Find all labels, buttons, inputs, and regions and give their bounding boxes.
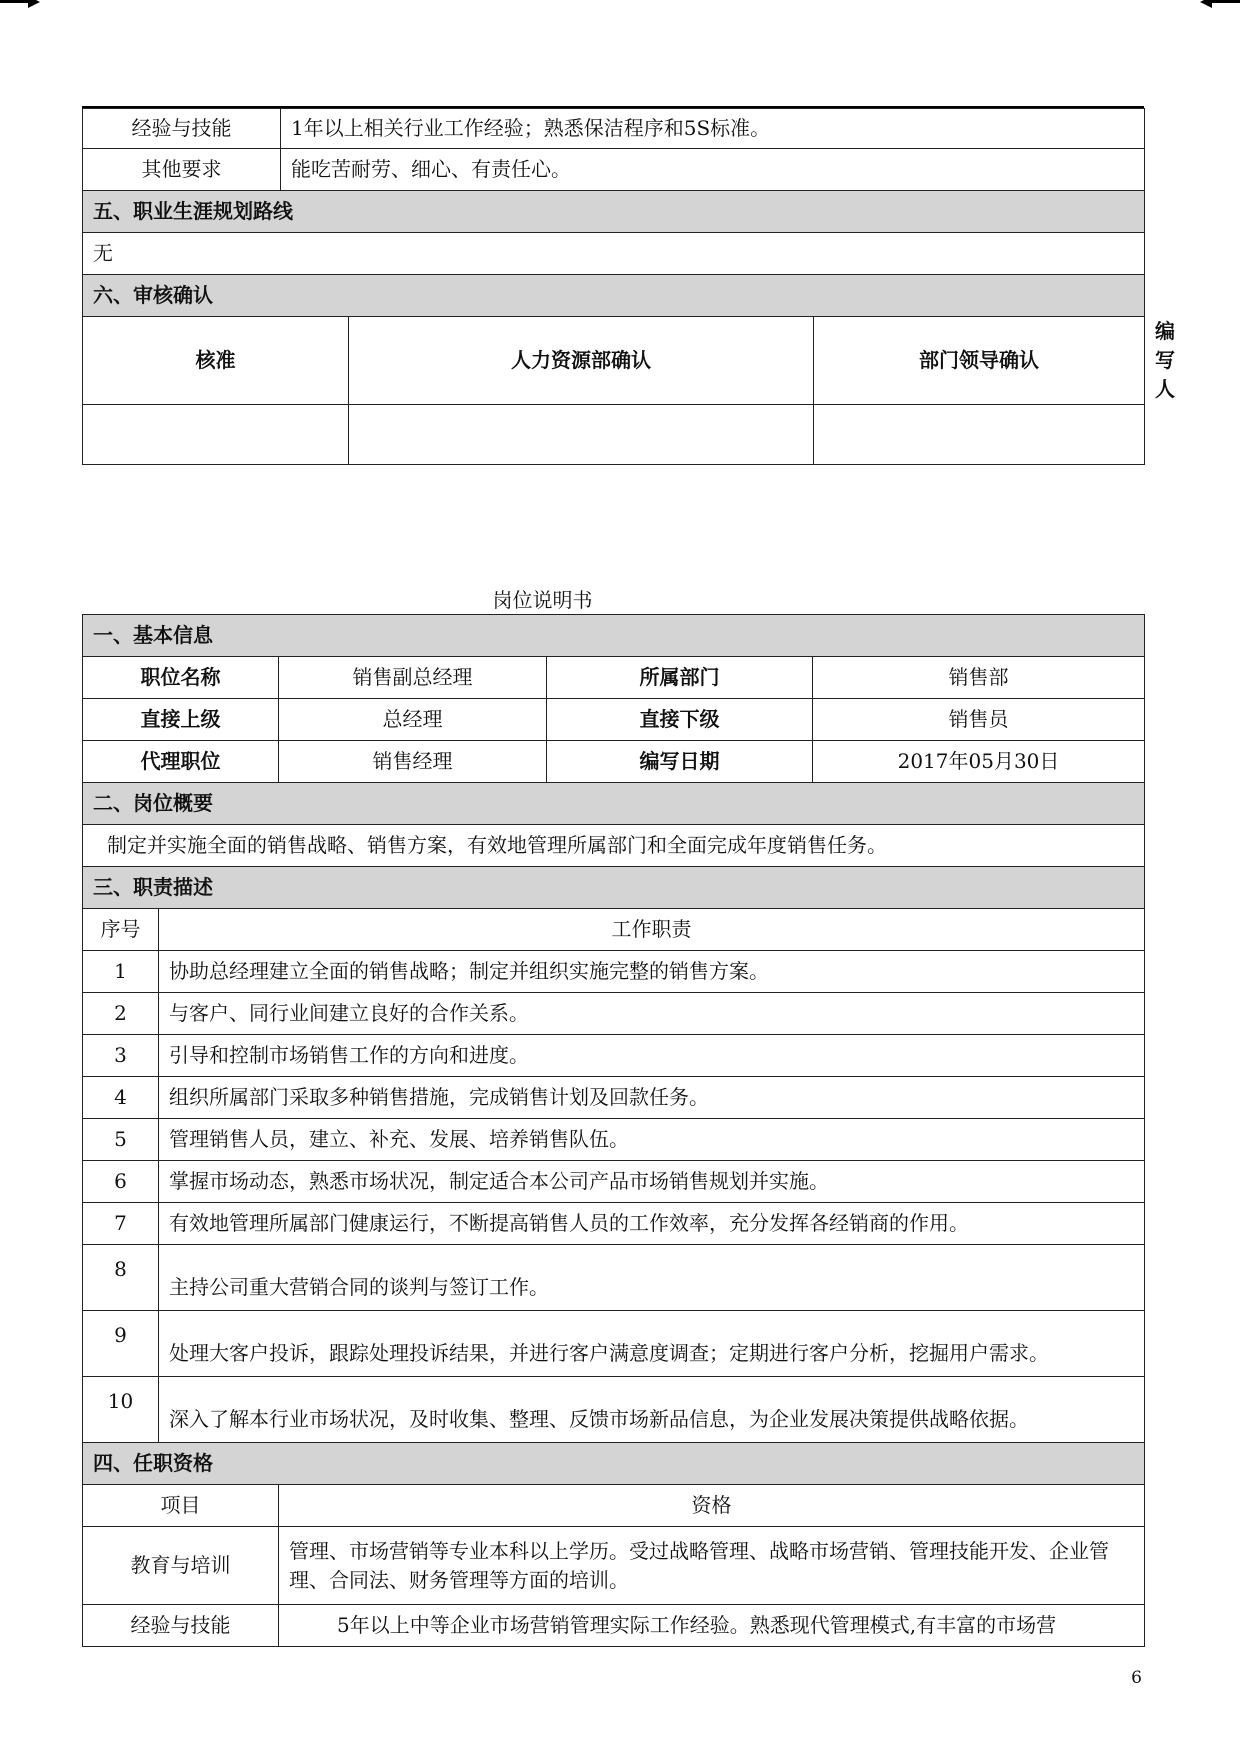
section-title: 一、基本信息 [83, 615, 1145, 657]
duty-text: 处理大客户投诉，跟踪处理投诉结果，并进行客户满意度调查；定期进行客户分析，挖掘用户需求。 [159, 1311, 1145, 1377]
table-row [83, 1527, 1145, 1605]
duty-number: 2 [83, 993, 159, 1035]
field-value: 总经理 [279, 699, 547, 741]
duty-number: 1 [83, 951, 159, 993]
qual-value: 5年以上中等企业市场营销管理实际工作经验。熟悉现代管理模式,有丰富的市场营 [279, 1605, 1145, 1647]
field-label: 职位名称 [83, 657, 279, 699]
field-label: 编写日期 [547, 741, 813, 783]
duty-number: 4 [83, 1077, 159, 1119]
table-row [83, 1605, 1145, 1647]
approval-cell[interactable] [83, 405, 349, 465]
duty-text: 管理销售人员，建立、补充、发展、培养销售队伍。 [159, 1119, 1145, 1161]
corner-arrow-left-icon [0, 0, 40, 8]
table-row [83, 1035, 1145, 1077]
field-value: 销售部 [813, 657, 1145, 699]
table-row [83, 1377, 1145, 1443]
table-row [83, 1077, 1145, 1119]
table-row [83, 149, 1145, 191]
duty-number: 8 [83, 1245, 159, 1311]
field-value: 销售副总经理 [279, 657, 547, 699]
corner-arrow-right-icon [1200, 0, 1240, 8]
page-number: 6 [1131, 1668, 1142, 1688]
row-label: 经验与技能 [83, 109, 281, 149]
approval-table: 经验与技能 1年以上相关行业工作经验；熟悉保洁程序和5S标准。 其他要求 能吃苦耐劳、细心、有责任心。 五、职业生涯规划路线 无 六、审核确认 核准 人力资源部确认 部门领导确认 编写人 [82, 108, 1145, 465]
duty-text: 掌握市场动态，熟悉市场状况，制定适合本公司产品市场销售规划并实施。 [159, 1161, 1145, 1203]
duty-number: 3 [83, 1035, 159, 1077]
duty-number: 9 [83, 1311, 159, 1377]
section-value: 无 [83, 233, 1145, 275]
table-row [83, 1203, 1145, 1245]
qual-header: 项目 [83, 1485, 279, 1527]
table-row [83, 1161, 1145, 1203]
document-title: 岗位说明书 [492, 588, 593, 612]
duty-text: 与客户、同行业间建立良好的合作关系。 [159, 993, 1145, 1035]
table-row [83, 699, 1145, 741]
qual-header: 资格 [279, 1485, 1145, 1527]
table-row [83, 951, 1145, 993]
approval-header: 人力资源部确认 [349, 317, 814, 405]
duty-text: 有效地管理所属部门健康运行，不断提高销售人员的工作效率，充分发挥各经销商的作用。 [159, 1203, 1145, 1245]
job-summary: 制定并实施全面的销售战略、销售方案，有效地管理所属部门和全面完成年度销售任务。 [83, 825, 1145, 867]
duty-text: 引导和控制市场销售工作的方向和进度。 [159, 1035, 1145, 1077]
row-label: 其他要求 [83, 149, 281, 191]
row-value: 能吃苦耐劳、细心、有责任心。 [281, 149, 1145, 191]
approval-header: 部门领导确认 [814, 317, 1145, 405]
field-label: 所属部门 [547, 657, 813, 699]
duty-number: 6 [83, 1161, 159, 1203]
qual-value: 管理、市场营销等专业本科以上学历。受过战略管理、战略市场营销、管理技能开发、企业管理、合同法、财务管理等方面的培训。 [279, 1527, 1145, 1605]
duty-text: 组织所属部门采取多种销售措施，完成销售计划及回款任务。 [159, 1077, 1145, 1119]
duty-number: 10 [83, 1377, 159, 1443]
section-title: 二、岗位概要 [83, 783, 1145, 825]
qual-label: 经验与技能 [83, 1605, 279, 1647]
duty-text: 深入了解本行业市场状况，及时收集、整理、反馈市场新品信息，为企业发展决策提供战略依据。 [159, 1377, 1145, 1443]
table-row [83, 741, 1145, 783]
qual-label: 教育与培训 [83, 1527, 279, 1605]
field-label: 直接下级 [547, 699, 813, 741]
duty-header: 序号 [83, 909, 159, 951]
field-label: 代理职位 [83, 741, 279, 783]
approval-cell[interactable] [349, 405, 814, 465]
row-value: 1年以上相关行业工作经验；熟悉保洁程序和5S标准。 [281, 109, 1145, 149]
duty-number: 5 [83, 1119, 159, 1161]
table-row [83, 1245, 1145, 1311]
field-value: 销售员 [813, 699, 1145, 741]
table-row [83, 993, 1145, 1035]
approval-cell[interactable] [814, 405, 1145, 465]
section-title: 三、职责描述 [83, 867, 1145, 909]
duty-header: 工作职责 [159, 909, 1145, 951]
field-value: 2017年05月30日 [813, 741, 1145, 783]
section-title: 四、任职资格 [83, 1443, 1145, 1485]
table-row [83, 657, 1145, 699]
approval-header: 核准 [83, 317, 349, 405]
job-description-table [82, 614, 1145, 1647]
section-title: 六、审核确认 [83, 275, 1145, 317]
section-title: 五、职业生涯规划路线 [83, 191, 1145, 233]
field-label: 直接上级 [83, 699, 279, 741]
duty-number: 7 [83, 1203, 159, 1245]
duty-text: 协助总经理建立全面的销售战略；制定并组织实施完整的销售方案。 [159, 951, 1145, 993]
table-row [83, 109, 1145, 149]
table-row [83, 1119, 1145, 1161]
duty-text: 主持公司重大营销合同的谈判与签订工作。 [159, 1245, 1145, 1311]
table-row [83, 1311, 1145, 1377]
field-value: 销售经理 [279, 741, 547, 783]
